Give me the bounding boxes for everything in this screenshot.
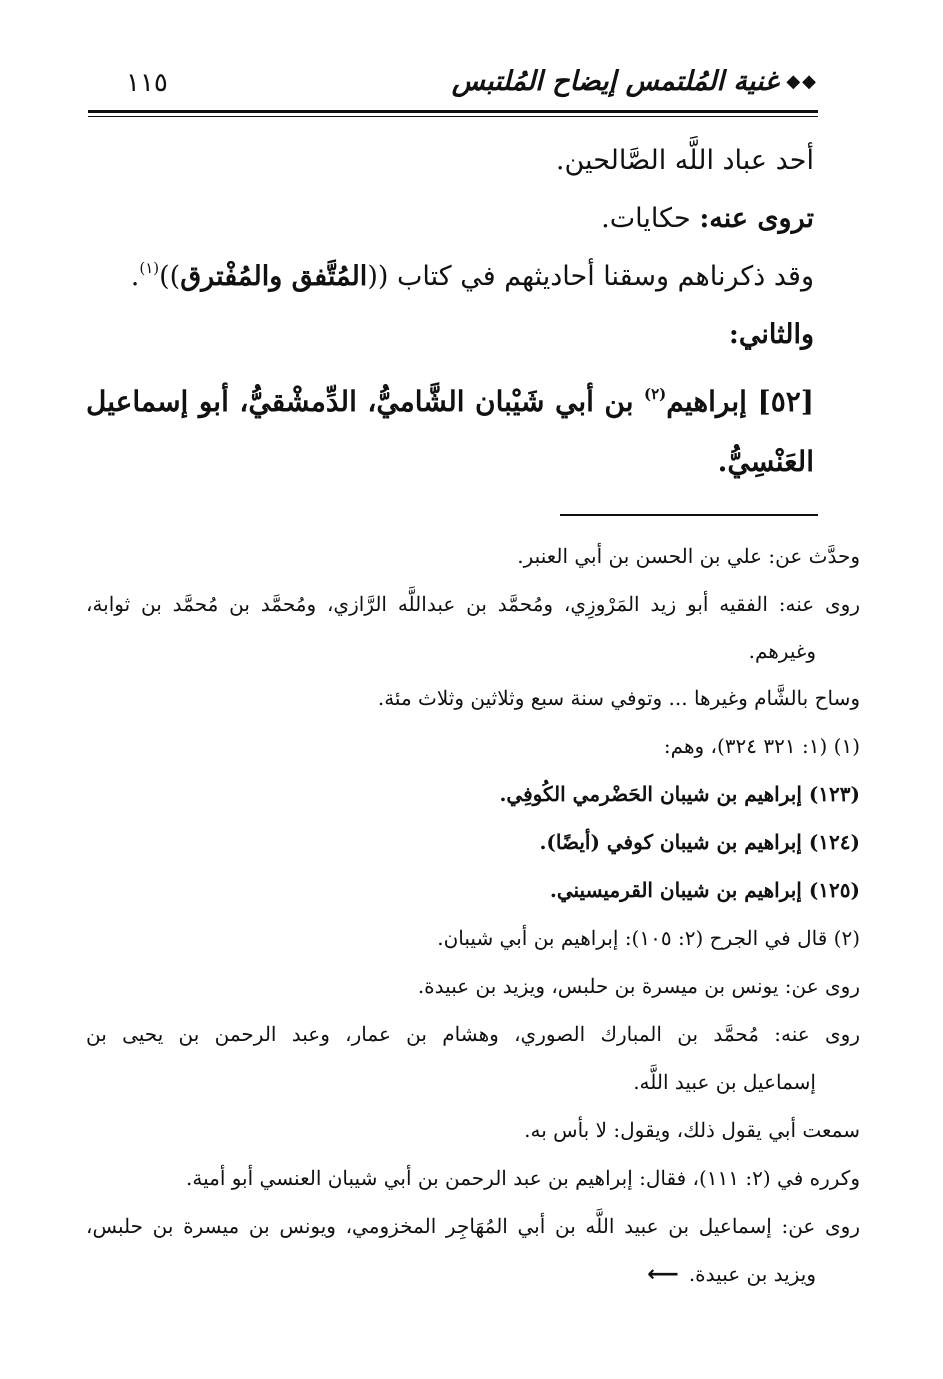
running-title-text: غنية المُلتمس إيضاح المُلتبس [451, 66, 779, 97]
footnote-line: إسماعيل بن عبيد اللَّه. [633, 1070, 816, 1094]
book-title: المُتَّفق والمُفْترق [180, 261, 368, 292]
footnote-line: (٢) قال في الجرح (٢: ١٠٥): إبراهيم بن أبي شيبان. [437, 926, 860, 950]
footnote-separator [560, 514, 818, 516]
footnote-line: (١٢٤) إبراهيم بن شيبان كوفي (أيضًا). [539, 830, 860, 854]
footnote-line: وحدَّث عن: علي بن الحسن بن أبي العنبر. [517, 544, 860, 568]
book-reference-intro: وقد ذكرناهم وسقنا أحاديثهم في كتاب [388, 261, 814, 292]
header-rule-thick [88, 110, 818, 113]
footnote-line: روى عنه: مُحمَّد بن المبارك الصوري، وهشام بن عمار، وعبد الرحمن بن يحيى بن [86, 1022, 860, 1046]
section-heading-second: والثاني: [728, 319, 814, 350]
footnote-line: وساح بالشَّام وغيرها ... وتوفي سنة سبع وثلاثين وثلاث مئة. [377, 686, 860, 710]
footnote-marker-1: (١) [139, 259, 160, 277]
footnote-line: (١٢٥) إبراهيم بن شيبان القرميسيني. [549, 878, 860, 902]
biography-entry-heading [86, 372, 814, 492]
header-rule-thin [88, 116, 818, 117]
entry-name-rest: بن أبي شَيْبان الشَّاميُّ، الدِّمشْقيُّ، أبو إسماعيل العَنْسِيُّ. [86, 385, 814, 478]
footnote-line: وكرره في (٢: ١١١)، فقال: إبراهيم بن عبد الرحمن بن أبي شيبان العنسي أبو أمية. [185, 1166, 860, 1190]
narration-text: حكايات. [601, 203, 700, 234]
book-quote-close: )) [159, 261, 181, 292]
footnote-line: (١٢٣) إبراهيم بن شيبان الحَضْرمي الكُوفِي. [499, 782, 860, 806]
footnote-line: وغيرهم. [748, 639, 816, 663]
footnote-text: ويزيد بن عبيدة. [688, 1262, 816, 1286]
narration-label: تروى عنه: [699, 203, 814, 234]
page-header [88, 60, 818, 104]
footnote-line: (١) (١: ٣٢١ ٣٢٤)، وهم: [663, 734, 860, 758]
main-line-2 [601, 204, 814, 234]
main-line-3 [130, 259, 814, 292]
footnote-marker-2: (٢) [644, 385, 667, 403]
entry-number: [٥٢] [757, 385, 815, 418]
line-end-period: . [130, 261, 140, 292]
main-line-1: أحد عباد اللَّه الصَّالحين. [555, 145, 814, 176]
continue-arrow-icon: ⟵ [647, 1262, 679, 1287]
footnote-line-last [647, 1260, 816, 1289]
footnote-line: سمعت أبي يقول ذلك، ويقول: لا بأس به. [524, 1118, 860, 1142]
page-number: ١١٥ [126, 68, 168, 98]
running-title [452, 66, 818, 97]
footnote-line: روى عن: إسماعيل بن عبيد اللَّه بن أبي المُهَاجِر المخزومي، ويونس بن ميسرة بن حلبس، [86, 1214, 860, 1238]
footnote-line: روى عنه: الفقيه أبو زيد المَرْوزِي، ومُحمَّد بن عبداللَّه الرَّازي، ومُحمَّد بن مُحمَّد بن ثوابة، [86, 592, 860, 616]
entry-name-first: إبراهيم [666, 385, 758, 418]
ornament-icon: ◆◆ [786, 71, 818, 92]
footnote-line: روى عن: يونس بن ميسرة بن حلبس، ويزيد بن عبيدة. [417, 974, 860, 998]
book-quote-open: (( [367, 261, 389, 292]
